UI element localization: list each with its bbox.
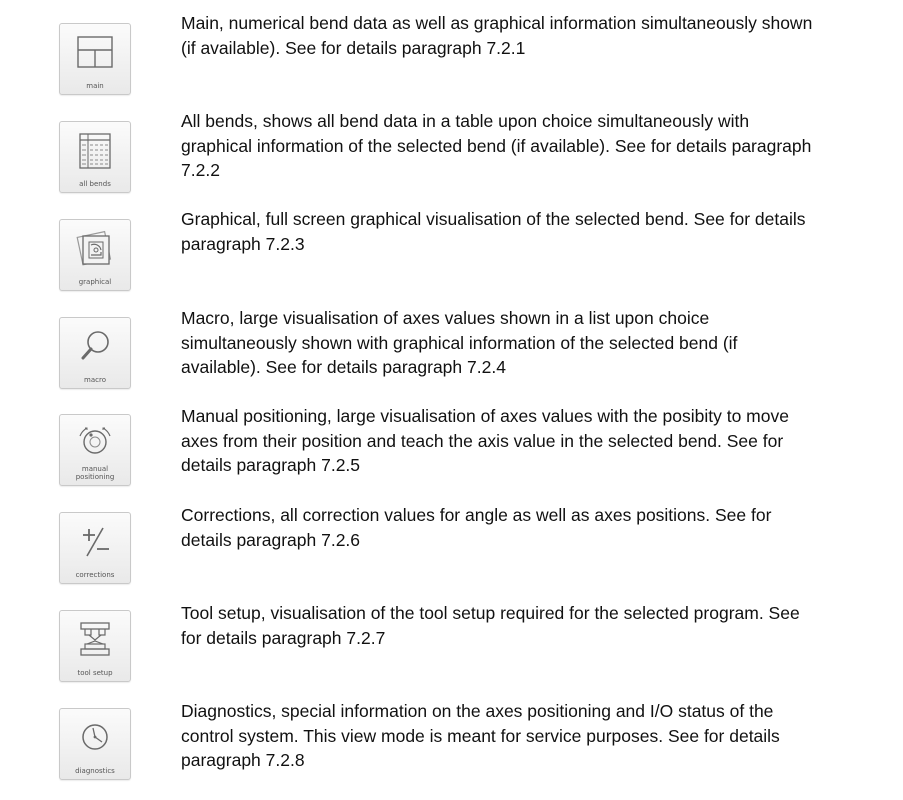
corrections-button[interactable]: [59, 512, 131, 584]
all-bends-button[interactable]: [59, 121, 131, 193]
split-panel-icon: [71, 31, 119, 75]
manual-positioning-button-label-line1: manual: [81, 465, 109, 473]
corrections-description: Corrections, all correction values for angle as well as axes positions. See for details paragraph 7.2.6: [181, 505, 772, 550]
tool-setup-icon: [71, 618, 119, 662]
macro-button[interactable]: [59, 317, 131, 389]
diagnostics-button-label: diagnostics: [75, 767, 115, 775]
magnifier-icon: [71, 325, 119, 369]
graphical-button-label: graphical: [78, 278, 112, 286]
gauge-icon: [71, 716, 119, 760]
manual-positioning-button-label: [60, 465, 130, 481]
tool-setup-button[interactable]: [59, 610, 131, 682]
plus-minus-icon: [71, 520, 119, 564]
manual-positioning-description: Manual positioning, large visualisation of axes values with the posibity to move axes from their position and teach the axis value in the selected bend. See for details paragraph 7.2.5: [181, 406, 789, 475]
macro-button-label: macro: [84, 376, 106, 384]
main-description: Main, numerical bend data as well as graphical information simultaneously shown (if available). See for details paragraph 7.2.1: [181, 13, 813, 58]
main-button[interactable]: [59, 23, 131, 95]
corrections-button-label: corrections: [75, 571, 115, 579]
handwheel-icon: [71, 422, 119, 466]
main-button-label: main: [86, 82, 104, 90]
table-grid-icon: [71, 129, 119, 173]
manual-positioning-button[interactable]: [59, 414, 131, 486]
tool-setup-button-label: tool setup: [77, 669, 113, 677]
graphical-button[interactable]: [59, 219, 131, 291]
bend-graphic-icon: [71, 227, 119, 271]
manual-positioning-button-label-line2: positioning: [75, 473, 115, 481]
tool-setup-description: Tool setup, visualisation of the tool setup required for the selected program. See for details paragraph 7.2.7: [181, 603, 800, 648]
diagnostics-description: Diagnostics, special information on the axes positioning and I/O status of the control system. This view mode is meant for service purposes. See for details paragraph 7.2.8: [181, 701, 780, 770]
macro-description: Macro, large visualisation of axes values shown in a list upon choice simultaneously shown with graphical information of the selected bend (if available). See for details paragraph 7.2.4: [181, 308, 738, 377]
all-bends-button-label: all bends: [79, 180, 111, 188]
graphical-description: Graphical, full screen graphical visualisation of the selected bend. See for details paragraph 7.2.3: [181, 209, 806, 254]
all-bends-description: All bends, shows all bend data in a table upon choice simultaneously with graphical information of the selected bend (if available). See for details paragraph 7.2.2: [181, 111, 812, 180]
diagnostics-button[interactable]: [59, 708, 131, 780]
